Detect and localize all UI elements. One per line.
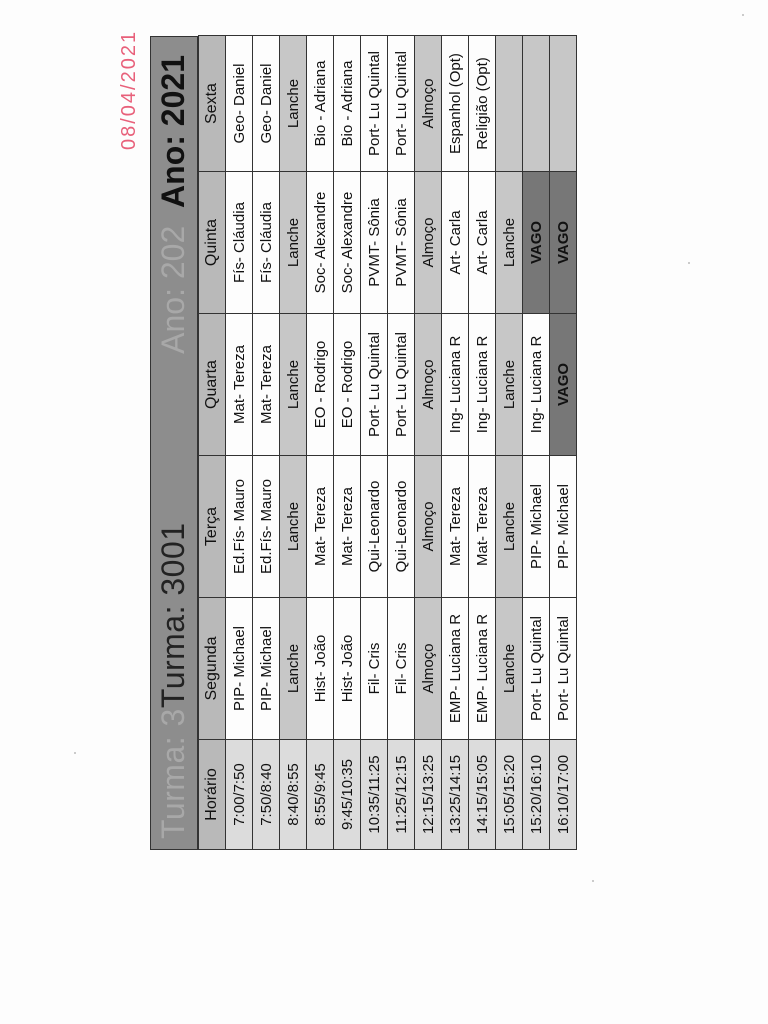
schedule-cell: Fís- Cláudia [226,172,253,314]
table-row [550,36,577,850]
table-row [523,36,550,850]
title-turma-prefix: Turma: [155,595,191,709]
time-cell: 14:15/15:05 [469,740,496,850]
title-ano-value: 2021 [155,55,191,127]
schedule-sheet-rotated [150,36,572,850]
schedule-cell: Port- Lu Quintal [523,598,550,740]
schedule-cell: Qui-Leonardo [361,456,388,598]
schedule-cell: Mat- Tereza [307,456,334,598]
schedule-cell: Mat- Tereza [253,314,280,456]
time-cell: 16:10/17:00 [550,740,577,850]
schedule-cell: Lanche [280,36,307,172]
schedule-cell: PIP- Michael [253,598,280,740]
title-ghost-mid: Ano: 202 [155,225,191,354]
time-cell: 15:05/15:20 [496,740,523,850]
schedule-cell: Ed.Fís- Mauro [253,456,280,598]
schedule-cell: Port- Lu Quintal [388,314,415,456]
title-turma [155,522,192,839]
time-cell: 9:45/10:35 [334,740,361,850]
table-row [415,36,442,850]
schedule-cell: Hist- João [334,598,361,740]
schedule-cell: Soc- Alexandre [334,172,361,314]
schedule-cell: Religião (Opt) [469,36,496,172]
schedule-cell: Lanche [496,314,523,456]
schedule-cell: PIP- Michael [523,456,550,598]
schedule-table [198,35,577,850]
schedule-cell: Geo- Daniel [253,36,280,172]
schedule-cell: Fil- Cris [361,598,388,740]
schedule-cell [496,36,523,172]
schedule-cell: Art- Carla [469,172,496,314]
schedule-cell: Port- Lu Quintal [361,314,388,456]
schedule-cell: Ing- Luciana R [442,314,469,456]
schedule-cell: Geo- Daniel [226,36,253,172]
schedule-cell: EO - Rodrigo [334,314,361,456]
title-bar [150,36,198,850]
time-cell: 7:00/7:50 [226,740,253,850]
table-row [361,36,388,850]
schedule-cell: VAGO [550,314,577,456]
schedule-cell: Lanche [496,456,523,598]
column-header: Segunda [199,598,226,740]
time-cell: 8:40/8:55 [280,740,307,850]
schedule-cell: Fil- Cris [388,598,415,740]
schedule-cell: Port- Lu Quintal [550,598,577,740]
time-cell: 13:25/14:15 [442,740,469,850]
schedule-cell: PVMT- Sônia [361,172,388,314]
table-row [469,36,496,850]
schedule-cell: Hist- João [307,598,334,740]
schedule-cell: Mat- Tereza [442,456,469,598]
time-cell: 8:55/9:45 [307,740,334,850]
time-cell: 11:25/12:15 [388,740,415,850]
schedule-cell: Fís- Cláudia [253,172,280,314]
schedule-cell: Mat- Tereza [469,456,496,598]
schedule-cell: PVMT- Sônia [388,172,415,314]
schedule-cell: Qui-Leonardo [388,456,415,598]
title-ghost-left: Turma: 3 [155,708,191,839]
schedule-cell: Port- Lu Quintal [388,36,415,172]
title-turma-value: 3001 [155,522,191,596]
schedule-cell: Lanche [280,314,307,456]
schedule-cell: Lanche [280,172,307,314]
schedule-cell: Art- Carla [442,172,469,314]
scan-speck [74,752,76,754]
schedule-cell: Soc- Alexandre [307,172,334,314]
schedule-cell: Mat- Tereza [334,456,361,598]
schedule-cell [523,36,550,172]
schedule-cell: Almoço [415,456,442,598]
scan-speck [592,880,594,882]
schedule-cell: Mat- Tereza [226,314,253,456]
time-cell: 10:35/11:25 [361,740,388,850]
schedule-cell: Lanche [280,456,307,598]
schedule-sheet [150,36,572,850]
column-header: Quarta [199,314,226,456]
schedule-cell: Bio - Adriana [334,36,361,172]
scan-speck [688,262,690,264]
schedule-cell: EMP- Luciana R [442,598,469,740]
schedule-cell: Lanche [280,598,307,740]
table-row [226,36,253,850]
schedule-cell: Almoço [415,314,442,456]
schedule-cell: VAGO [523,172,550,314]
schedule-cell: PIP- Michael [226,598,253,740]
column-header: Quinta [199,172,226,314]
column-header: Horário [199,740,226,850]
table-row [307,36,334,850]
schedule-cell: Port- Lu Quintal [361,36,388,172]
schedule-body [226,36,577,850]
table-row [388,36,415,850]
schedule-cell: PIP- Michael [550,456,577,598]
column-header: Terça [199,456,226,598]
table-row [496,36,523,850]
schedule-cell: Lanche [496,172,523,314]
table-row [442,36,469,850]
time-cell: 7:50/8:40 [253,740,280,850]
title-ano-prefix: Ano: [155,126,191,208]
schedule-cell: Ing- Luciana R [469,314,496,456]
schedule-cell: Almoço [415,598,442,740]
header-row [199,36,226,850]
schedule-cell: Almoço [415,36,442,172]
schedule-cell: Espanhol (Opt) [442,36,469,172]
column-header: Sexta [199,36,226,172]
schedule-cell: Almoço [415,172,442,314]
table-row [334,36,361,850]
schedule-cell: EMP- Luciana R [469,598,496,740]
title-ano [155,55,192,354]
schedule-cell [550,36,577,172]
scan-speck [742,14,744,16]
table-row [253,36,280,850]
schedule-cell: Ed.Fís- Mauro [226,456,253,598]
schedule-cell: VAGO [550,172,577,314]
time-cell: 12:15/13:25 [415,740,442,850]
time-cell: 15:20/16:10 [523,740,550,850]
schedule-cell: Ing- Luciana R [523,314,550,456]
handwritten-date: 08/04/2021 [118,29,140,150]
schedule-cell: EO - Rodrigo [307,314,334,456]
table-row [280,36,307,850]
schedule-cell: Lanche [496,598,523,740]
schedule-cell: Bio - Adriana [307,36,334,172]
